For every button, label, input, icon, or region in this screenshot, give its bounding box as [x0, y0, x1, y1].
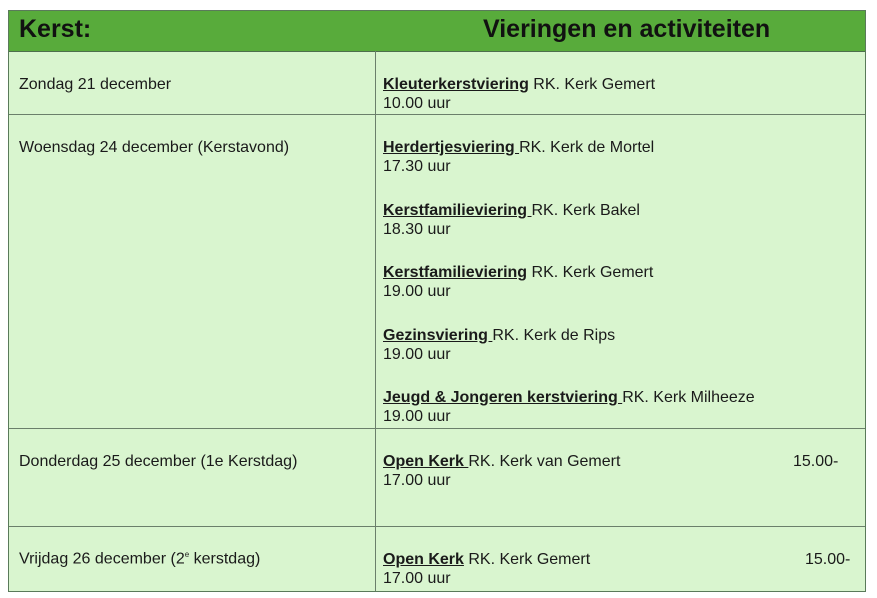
row-date — [19, 550, 260, 568]
event-place: RK. Kerk Gemert — [463, 551, 591, 568]
event-time: 17.30 uur — [383, 158, 451, 175]
row-divider — [9, 526, 865, 527]
event-time-end: 17.00 uur — [383, 570, 451, 587]
event-title: Open Kerk — [383, 551, 464, 568]
event-place: RK. Kerk de Rips — [492, 327, 616, 344]
event-time: 10.00 uur — [383, 95, 451, 112]
event-time: 18.30 uur — [383, 221, 451, 238]
event-title: Open Kerk — [383, 453, 469, 470]
date-superscript: e — [184, 550, 190, 559]
event-title: Kleuterkerstviering — [383, 76, 529, 93]
header-left: Kerst: — [19, 15, 92, 43]
event-title: Jeugd & Jongeren kerstviering — [383, 389, 623, 406]
event-place: RK. Kerk Milheeze — [622, 389, 755, 406]
event-time-start: 15.00- — [805, 551, 851, 568]
event-item — [383, 138, 853, 176]
row-date: Woensdag 24 december (Kerstavond) — [19, 139, 290, 156]
event-item — [383, 452, 853, 490]
event-place: RK. Kerk van Gemert — [468, 453, 621, 470]
event-item — [383, 550, 853, 588]
event-title: Kerstfamilieviering — [383, 264, 528, 281]
row-date: Donderdag 25 december (1e Kerstdag) — [19, 453, 298, 470]
event-time: 19.00 uur — [383, 408, 451, 425]
header-right: Vieringen en activiteiten — [483, 15, 771, 43]
event-time-end: 17.00 uur — [383, 472, 451, 489]
event-place: RK. Kerk Bakel — [531, 202, 640, 219]
table-header — [9, 11, 865, 52]
event-item — [383, 263, 853, 301]
event-title: Herdertjesviering — [383, 139, 520, 156]
event-time-start: 15.00- — [793, 453, 839, 470]
row-divider — [9, 114, 865, 115]
event-place: RK. Kerk Gemert — [527, 264, 654, 281]
row-date: Zondag 21 december — [19, 76, 172, 93]
event-title: Kerstfamilieviering — [383, 202, 532, 219]
schedule-table — [8, 10, 866, 592]
row-divider — [9, 428, 865, 429]
event-title: Gezinsviering — [383, 327, 493, 344]
event-item — [383, 326, 853, 364]
event-item — [383, 201, 853, 239]
date-suffix: kerstdag) — [189, 550, 261, 568]
column-divider — [375, 51, 376, 591]
event-time: 19.00 uur — [383, 346, 451, 363]
event-place: RK. Kerk de Mortel — [519, 139, 655, 156]
event-place: RK. Kerk Gemert — [528, 76, 656, 93]
event-item — [383, 388, 853, 426]
event-time: 19.00 uur — [383, 283, 451, 300]
event-item — [383, 75, 853, 113]
date-prefix: Vrijdag 26 december (2 — [19, 550, 185, 568]
